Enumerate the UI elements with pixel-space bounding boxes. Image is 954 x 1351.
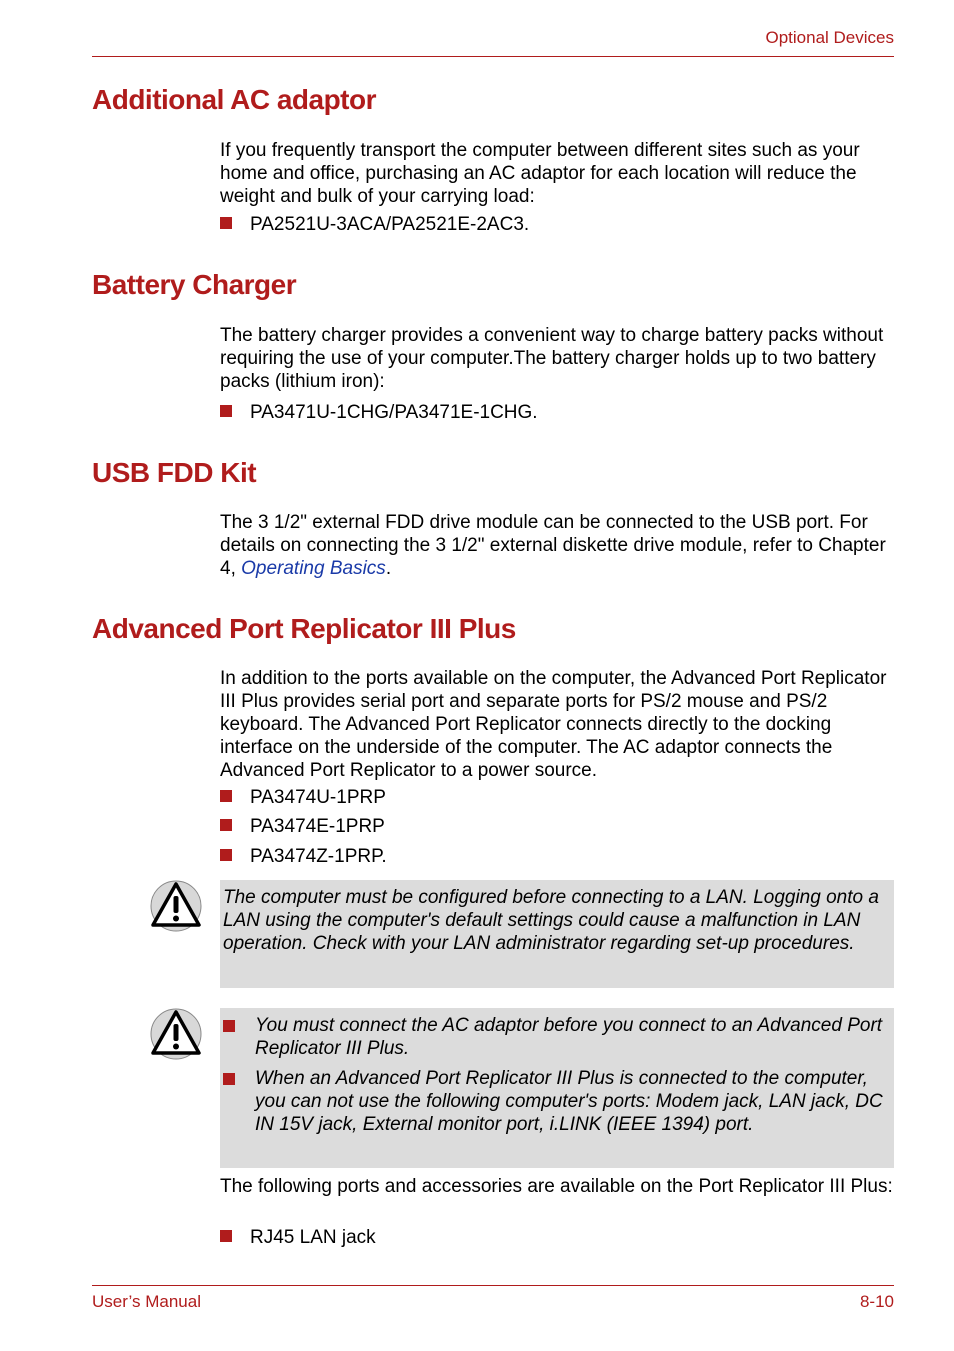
note-list-item (220, 1067, 894, 1136)
heading-port-replicator: Advanced Port Replicator III Plus (92, 613, 516, 644)
note-lan-config (220, 880, 894, 988)
list-item-text: PA3474Z-1PRP. (250, 846, 387, 867)
operating-basics-link[interactable]: Operating Basics (241, 558, 386, 579)
list-item (220, 845, 387, 868)
note-item-text: When an Advanced Port Replicator III Plus is connected to the computer, you can not use the following computer's ports: Modem jack, LAN jack, DC IN 15V jack, External monitor port, i.LINK (IEEE 1394) port. (255, 1068, 883, 1135)
bullet-icon (220, 819, 232, 831)
heading-ac-adaptor: Additional AC adaptor (92, 84, 377, 115)
bullet-icon (220, 849, 232, 861)
battery-charger-body: The battery charger provides a convenient way to charge battery packs without requiring the use of your computer.The battery charger holds up to two battery packs (lithium iron): (220, 325, 884, 392)
list-item (220, 401, 538, 424)
following-ports-text: The following ports and accessories are available on the Port Replicator III Plus: (220, 1176, 893, 1197)
warning-triangle-icon (150, 1008, 202, 1060)
bullet-icon (220, 790, 232, 802)
bullet-icon (223, 1020, 235, 1032)
usb-fdd-body (220, 511, 900, 580)
list-item-text: PA3474U-1PRP (250, 787, 386, 808)
bullet-icon (220, 405, 232, 417)
footer-manual-title: User’s Manual (92, 1292, 201, 1311)
bullet-icon (220, 217, 232, 229)
note-list-item (220, 1014, 894, 1060)
usb-fdd-body-prefix: The 3 1/2" external FDD drive module can be connected to the USB port. For details on connecting the 3 1/2" external diskette drive module, refer to Chapter 4, (220, 512, 886, 579)
bullet-icon (220, 1230, 232, 1242)
list-item (220, 786, 386, 809)
note-text: The computer must be configured before connecting to a LAN. Logging onto a LAN using the computer's default settings could cause a malfunction in LAN operation. Check with your LAN administrator regarding set-up procedures. (223, 887, 879, 954)
heading-battery-charger: Battery Charger (92, 269, 297, 300)
list-item-text: PA3471U-1CHG/PA3471E-1CHG. (250, 402, 538, 423)
list-item-text: PA2521U-3ACA/PA2521E-2AC3. (250, 214, 530, 235)
header-section-title: Optional Devices (765, 28, 894, 47)
bullet-icon (223, 1073, 235, 1085)
heading-usb-fdd-kit: USB FDD Kit (92, 457, 257, 488)
port-replicator-body: In addition to the ports available on the computer, the Advanced Port Replicator III Plus provides serial port and separate ports for PS/2 mouse and PS/2 keyboard. The Advanced Port Replicator connects directly to the docking interface on the underside of the computer. The AC adaptor connects the Advanced Port Replicator to a power source. (220, 668, 887, 781)
list-item (220, 213, 529, 236)
note-port-replicator (220, 1008, 894, 1168)
list-item-text: RJ45 LAN jack (250, 1227, 376, 1248)
list-item (220, 1226, 376, 1249)
note-item-text: You must connect the AC adaptor before you connect to an Advanced Port Replicator III Plus. (255, 1015, 883, 1059)
list-item-text: PA3474E-1PRP (250, 816, 385, 837)
page-footer (92, 1285, 894, 1311)
usb-fdd-body-suffix: . (385, 558, 392, 579)
page-number: 8-10 (859, 1292, 894, 1311)
page-header (92, 26, 894, 57)
ac-adaptor-body: If you frequently transport the computer between different sites such as your home and office, purchasing an AC adaptor for each location will reduce the weight and bulk of your carrying load: (220, 140, 860, 207)
list-item (220, 815, 385, 838)
warning-triangle-icon (150, 880, 202, 932)
